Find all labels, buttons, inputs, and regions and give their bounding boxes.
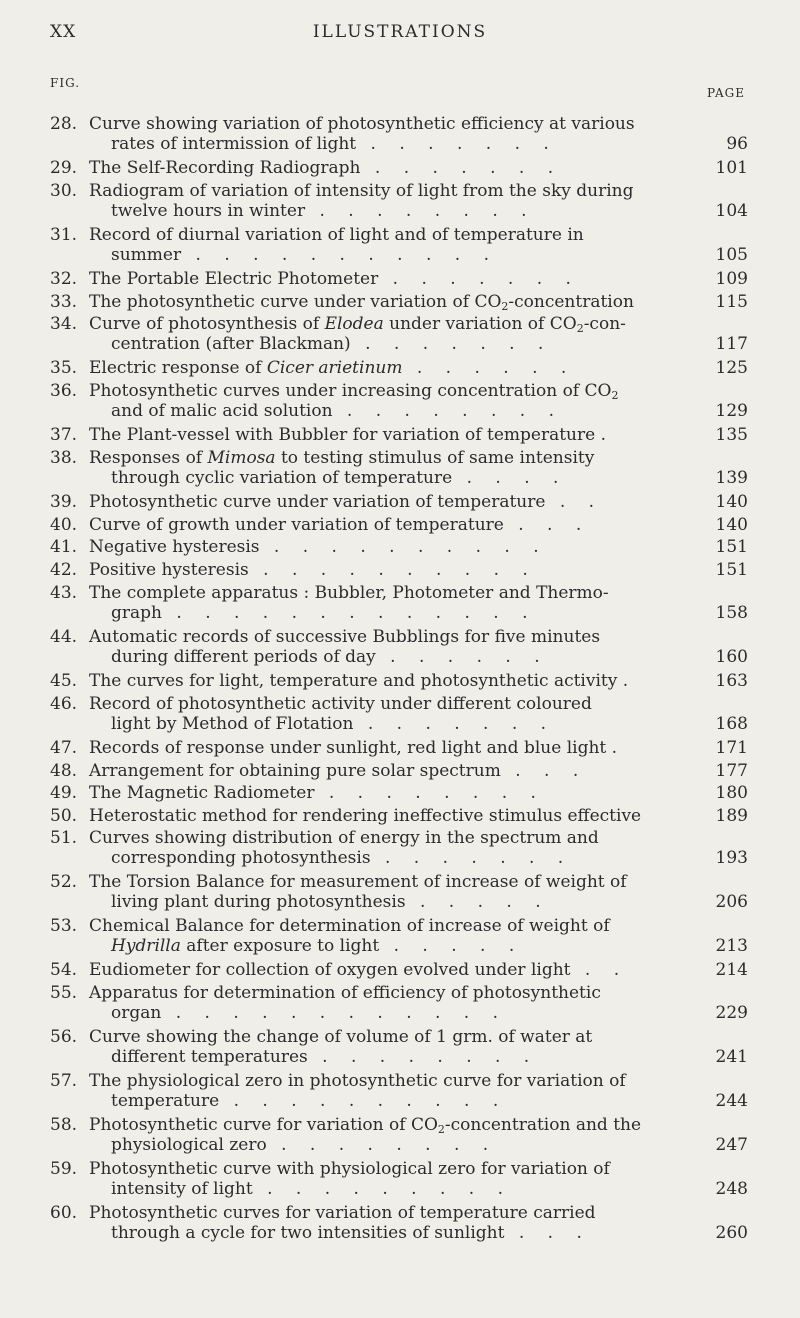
page-reference: 229 [715, 1003, 748, 1023]
figure-number: 43. [50, 583, 78, 603]
figure-number: 49. [50, 783, 78, 803]
page-reference: 140 [715, 492, 748, 512]
page-reference: 168 [715, 714, 748, 734]
page-reference: 244 [715, 1091, 748, 1111]
caption-line: Arrangement for obtaining pure solar spectrum . . . [89, 761, 588, 781]
page-reference: 101 [715, 158, 748, 178]
page-reference: 117 [715, 334, 748, 354]
page-column-heading: PAGE [707, 86, 745, 100]
caption-line: different temperatures . . . . . . . . [111, 1047, 539, 1067]
page-reference: 248 [715, 1179, 748, 1199]
page-number: XX [50, 22, 77, 42]
figure-caption [89, 114, 692, 154]
figure-caption [89, 960, 692, 980]
figure-number: 59. [50, 1159, 78, 1179]
caption-line: twelve hours in winter . . . . . . . . [111, 201, 536, 221]
page-reference: 115 [715, 292, 748, 312]
figure-number: 28. [50, 114, 78, 134]
page-reference: 171 [715, 738, 748, 758]
page-reference: 125 [715, 358, 748, 378]
page-reference: 135 [715, 425, 748, 445]
figure-number: 40. [50, 515, 78, 535]
caption-line: Photosynthetic curves for variation of temperature carried [89, 1203, 596, 1223]
caption-line: Curve showing the change of volume of 1 grm. of water at [89, 1027, 593, 1047]
caption-line: physiological zero . . . . . . . . [111, 1135, 498, 1155]
figure-caption [89, 694, 692, 734]
caption-line: The complete apparatus : Bubbler, Photometer and Thermo- [89, 583, 609, 603]
figure-number: 55. [50, 983, 78, 1003]
figure-number: 47. [50, 738, 78, 758]
figure-number: 46. [50, 694, 78, 714]
page-reference: 177 [715, 761, 748, 781]
figure-number: 56. [50, 1027, 78, 1047]
caption-line: light by Method of Flotation . . . . . . . [111, 714, 556, 734]
figure-caption [89, 181, 692, 221]
caption-line: corresponding photosynthesis . . . . . . . [111, 848, 573, 868]
figure-caption [89, 269, 692, 289]
caption-line: Curve of growth under variation of temperature . . . [89, 515, 591, 535]
figure-caption [89, 358, 692, 378]
page-reference: 260 [715, 1223, 748, 1243]
figure-number: 34. [50, 314, 78, 334]
figure-caption [89, 225, 692, 265]
caption-line: The photosynthetic curve under variation of $CO_2$-concentration [89, 292, 634, 313]
figure-caption [89, 671, 692, 691]
caption-line: Curve of photosynthesis of Elodea under variation of $CO_2-con-$ [89, 314, 626, 335]
page-reference: 193 [715, 848, 748, 868]
figure-caption [89, 1159, 692, 1199]
figure-caption [89, 381, 692, 421]
caption-line: Records of response under sunlight, red light and blue light . [89, 738, 618, 758]
caption-line: during different periods of day . . . . . . [111, 647, 549, 667]
caption-line: intensity of light . . . . . . . . . [111, 1179, 512, 1199]
caption-line: Apparatus for determination of efficiency of photosynthetic [89, 983, 601, 1003]
caption-line: The Magnetic Radiometer . . . . . . . . [89, 783, 545, 803]
figure-caption [89, 1203, 692, 1243]
caption-line: Radiogram of variation of intensity of light from the sky during [89, 181, 634, 201]
figure-caption [89, 314, 692, 354]
figure-number: 35. [50, 358, 78, 378]
figure-number: 41. [50, 537, 78, 557]
figure-number: 39. [50, 492, 78, 512]
page-reference: 151 [715, 537, 748, 557]
figure-number: 52. [50, 872, 78, 892]
caption-line: centration (after Blackman) . . . . . . . [111, 334, 553, 354]
figure-number: 38. [50, 448, 78, 468]
figure-number: 60. [50, 1203, 78, 1223]
page-reference: 158 [715, 603, 748, 623]
figure-number: 57. [50, 1071, 78, 1091]
figure-number: 48. [50, 761, 78, 781]
caption-line: Electric response of Cicer arietinum . . . . . . [89, 358, 576, 378]
page-reference: 151 [715, 560, 748, 580]
figure-caption [89, 738, 692, 758]
page-reference: 213 [715, 936, 748, 956]
caption-line: summer . . . . . . . . . . . [111, 245, 498, 265]
figure-caption [89, 828, 692, 868]
figure-number: 33. [50, 292, 78, 312]
caption-line: Photosynthetic curve under variation of temperature . . [89, 492, 604, 512]
caption-line: through cyclic variation of temperature . . . . [111, 468, 568, 488]
caption-line: living plant during photosynthesis . . . . . [111, 892, 550, 912]
figure-caption [89, 537, 692, 557]
page-reference: 104 [715, 201, 748, 221]
caption-line: temperature . . . . . . . . . . [111, 1091, 508, 1111]
caption-line: The physiological zero in photosynthetic curve for variation of [89, 1071, 626, 1091]
caption-line: The Plant-vessel with Bubbler for variation of temperature . [89, 425, 606, 445]
figure-number: 30. [50, 181, 78, 201]
figure-number: 53. [50, 916, 78, 936]
figure-number: 54. [50, 960, 78, 980]
caption-line: Heterostatic method for rendering ineffective stimulus effective [89, 806, 642, 826]
fig-column-heading: FIG. [50, 76, 81, 90]
figure-number: 29. [50, 158, 78, 178]
page-reference: 189 [715, 806, 748, 826]
running-title: ILLUSTRATIONS [312, 22, 488, 42]
figure-caption [89, 448, 692, 488]
caption-line: Curves showing distribution of energy in the spectrum and [89, 828, 599, 848]
caption-line: Curve showing variation of photosynthetic efficiency at various [89, 114, 635, 134]
figure-caption [89, 515, 692, 535]
figure-number: 32. [50, 269, 78, 289]
caption-line: Record of diurnal variation of light and of temperature in [89, 225, 584, 245]
caption-line: The Portable Electric Photometer . . . . . . . [89, 269, 580, 289]
caption-line: Negative hysteresis . . . . . . . . . . [89, 537, 548, 557]
figure-caption [89, 1071, 692, 1111]
page-reference: 105 [715, 245, 748, 265]
caption-line: The curves for light, temperature and photosynthetic activity . [89, 671, 629, 691]
figure-caption [89, 492, 692, 512]
figure-number: 31. [50, 225, 78, 245]
figure-caption [89, 916, 692, 956]
figure-caption [89, 761, 692, 781]
figure-number: 44. [50, 627, 78, 647]
caption-line: and of malic acid solution . . . . . . . . [111, 401, 563, 421]
page-reference: 140 [715, 515, 748, 535]
caption-line: Photosynthetic curve with physiological zero for variation of [89, 1159, 610, 1179]
caption-line: Hydrilla after exposure to light . . . . . [111, 936, 524, 956]
page-reference: 241 [715, 1047, 748, 1067]
caption-line: Automatic records of successive Bubblings for five minutes [89, 627, 601, 647]
figure-caption [89, 1027, 692, 1067]
caption-line: The Self-Recording Radiograph . . . . . . . [89, 158, 563, 178]
figure-number: 50. [50, 806, 78, 826]
caption-line: Photosynthetic curves under increasing concentration of $CO_2$ [89, 381, 619, 402]
figure-number: 42. [50, 560, 78, 580]
figure-caption [89, 783, 692, 803]
figure-caption [89, 425, 692, 445]
figure-number: 45. [50, 671, 78, 691]
figure-caption [89, 583, 692, 623]
page-reference: 139 [715, 468, 748, 488]
figure-caption [89, 983, 692, 1023]
figure-number: 36. [50, 381, 78, 401]
page-reference: 163 [715, 671, 748, 691]
page-reference: 180 [715, 783, 748, 803]
page-reference: 247 [715, 1135, 748, 1155]
caption-line: organ . . . . . . . . . . . . [111, 1003, 508, 1023]
figure-caption [89, 292, 692, 312]
figure-caption [89, 1115, 692, 1155]
page-reference: 129 [715, 401, 748, 421]
caption-line: Eudiometer for collection of oxygen evolved under light . . [89, 960, 629, 980]
page-reference: 109 [715, 269, 748, 289]
figure-caption [89, 806, 692, 826]
caption-line: through a cycle for two intensities of sunlight . . . [111, 1223, 591, 1243]
caption-line: The Torsion Balance for measurement of increase of weight of [89, 872, 627, 892]
figure-number: 37. [50, 425, 78, 445]
figure-caption [89, 158, 692, 178]
figure-caption [89, 872, 692, 912]
figure-caption [89, 627, 692, 667]
figure-number: 58. [50, 1115, 78, 1135]
caption-line: graph . . . . . . . . . . . . . [111, 603, 537, 623]
caption-line: Responses of Mimosa to testing stimulus of same intensity [89, 448, 595, 468]
caption-line: Photosynthetic curve for variation of $CO_2$-concentration and the [89, 1115, 642, 1136]
caption-line: Positive hysteresis . . . . . . . . . . [89, 560, 537, 580]
page-reference: 96 [726, 134, 748, 154]
page-reference: 206 [715, 892, 748, 912]
page-reference: 214 [715, 960, 748, 980]
figure-caption [89, 560, 692, 580]
caption-line: Chemical Balance for determination of increase of weight of [89, 916, 610, 936]
page-reference: 160 [715, 647, 748, 667]
caption-line: rates of intermission of light . . . . . . . [111, 134, 558, 154]
figure-number: 51. [50, 828, 78, 848]
caption-line: Record of photosynthetic activity under different coloured [89, 694, 592, 714]
